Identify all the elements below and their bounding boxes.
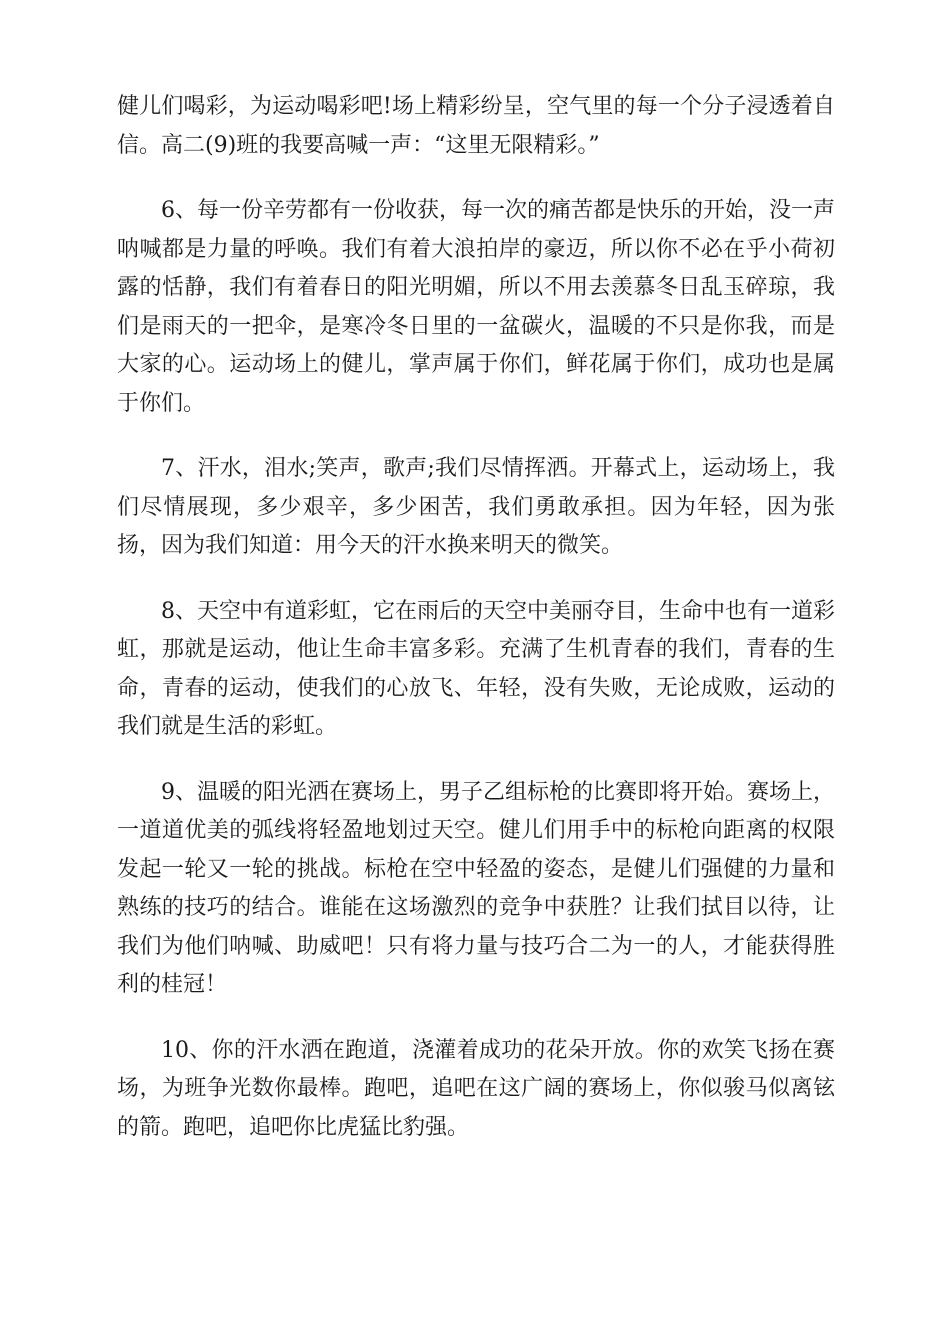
document-body (117, 88, 835, 1174)
paragraph-item-8: 8、天空中有道彩虹，它在雨后的天空中美丽夺目，生命中也有一道彩虹，那就是运动，他让生命丰富多彩。充满了生机青春的我们，青春的生命，青春的运动，使我们的心放飞、年轻，没有失败，无论成败，运动的我们就是生活的彩虹。 (117, 598, 835, 739)
paragraph-item-7: 7、汗水，泪水;笑声，歌声;我们尽情挥洒。开幕式上，运动场上，我们尽情展现，多少艰辛，多少困苦，我们勇敢承担。因为年轻，因为张扬，因为我们知道：用今天的汗水换来明天的微笑。 (117, 456, 835, 558)
paragraph-item-6: 6、每一份辛劳都有一份收获，每一次的痛苦都是快乐的开始，没一声呐喊都是力量的呼唤。我们有着大浪拍岸的豪迈，所以你不必在乎小荷初露的恬静，我们有着春日的阳光明媚，所以不用去羡慕冬日乱玉碎琼，我们是雨天的一把伞，是寒冷冬日里的一盆碳火，温暖的不只是你我，而是大家的心。运动场上的健儿，掌声属于你们，鲜花属于你们，成功也是属于你们。 (117, 198, 835, 416)
paragraph-item-10: 10、你的汗水洒在跑道，浇灌着成功的花朵开放。你的欢笑飞扬在赛场，为班争光数你最棒。跑吧，追吧在这广阔的赛场上，你似骏马似离铉的箭。跑吧，追吧你比虎猛比豹强。 (117, 1037, 835, 1140)
paragraph-item-9: 9、温暖的阳光洒在赛场上，男子乙组标枪的比赛即将开始。赛场上，一道道优美的弧线将轻盈地划过天空。健儿们用手中的标枪向距离的权限发起一轮又一轮的挑战。标枪在空中轻盈的姿态，是健儿们强健的力量和熟练的技巧的结合。谁能在这场激烈的竞争中获胜？让我们拭目以待，让我们为他们呐喊、助威吧！只有将力量与技巧合二为一的人，才能获得胜利的桂冠！ (117, 779, 835, 997)
paragraph-continuation: 健儿们喝彩，为运动喝彩吧!场上精彩纷呈，空气里的每一个分子浸透着自信。高二(9)班的我要高喊一声：“这里无限精彩。” (117, 94, 835, 158)
